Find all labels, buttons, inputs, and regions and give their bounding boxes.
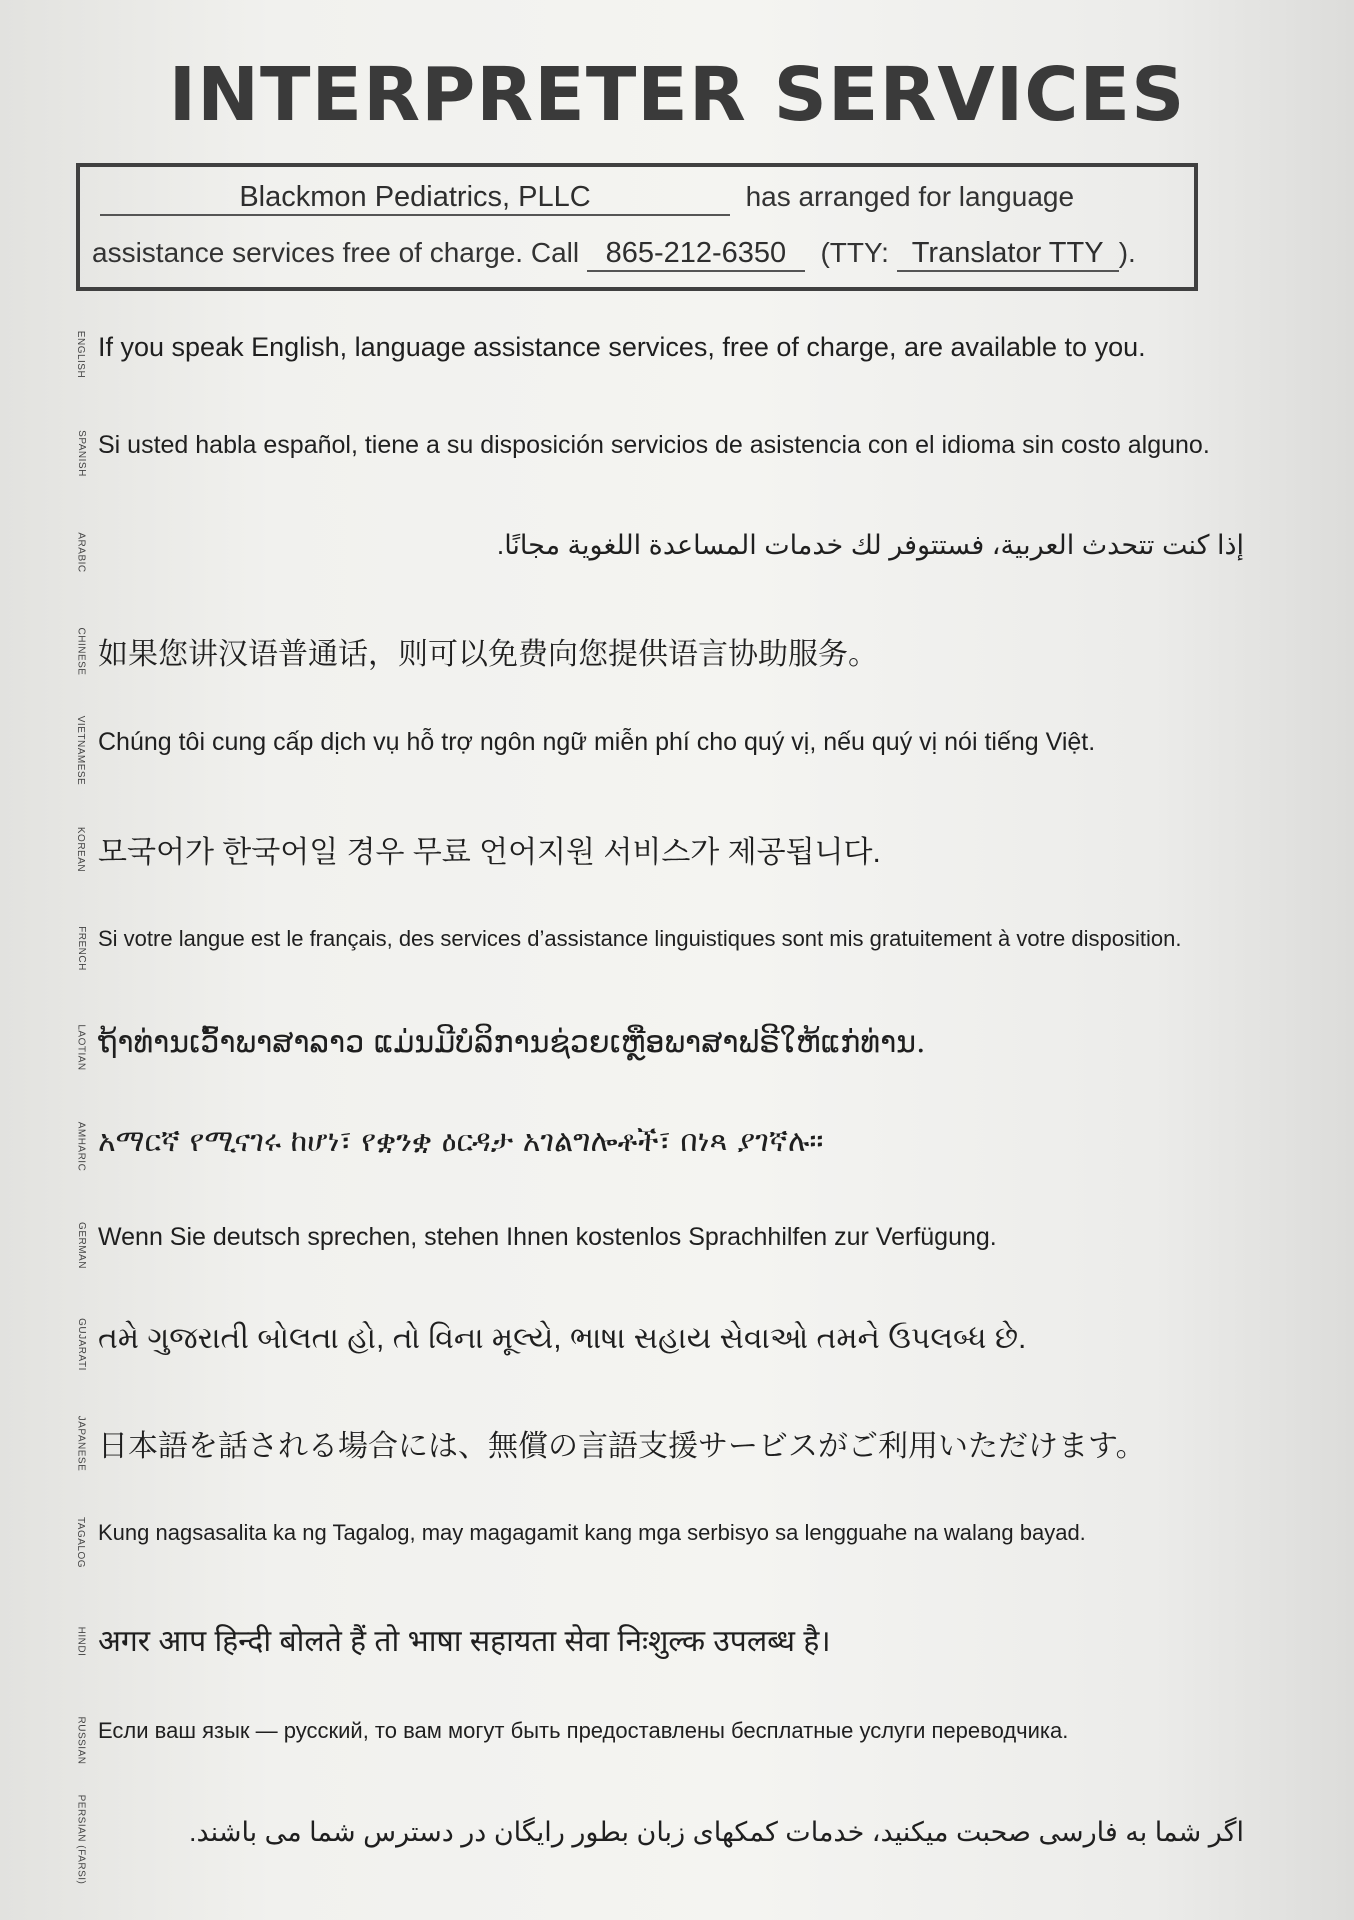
language-statement: Kung nagsasalita ka ng Tagalog, may magagamit kang mga serbisyo sa lengguahe na walang bayad. xyxy=(98,1520,1086,1545)
language-label: CHINESE xyxy=(75,627,87,675)
language-statement: አማርኛ የሚናገሩ ከሆነ፣ የቋንቋ ዕርዳታ አገልግሎቶች፣ በነጻ ያገኛሉ። xyxy=(98,1124,824,1159)
language-statement: ຖ້າທ່ານເວົ້າພາສາລາວ ແມ່ນມີບໍລິການຊ່ວຍເຫຼືອພາສາຟຣີໃຫ້ແກ່ທ່ານ. xyxy=(98,1025,926,1060)
language-statement: If you speak English, language assistance services, free of charge, are available to you. xyxy=(98,332,1146,362)
tty-prefix: (TTY: xyxy=(820,237,889,268)
language-label: LAOTIAN xyxy=(75,1023,87,1071)
language-label: KOREAN xyxy=(75,826,87,872)
language-statement: Si votre langue est le français, des services d’assistance linguistiques sont mis gratuitement à votre disposition. xyxy=(98,926,1182,951)
notice-line-1 xyxy=(100,181,1074,216)
language-label: PERSIAN (FARSI) xyxy=(75,1794,87,1884)
language-statement: તમે ગુજરાતી બોલતા હો, તો વિના મૂલ્યે, ભાષા સહાય સેવાઓ તમને ઉપલબ્ધ છે. xyxy=(98,1322,1027,1355)
language-label: TAGALOG xyxy=(75,1516,87,1568)
language-statement: अगर आप हिन्दी बोलते हैं तो भाषा सहायता सेवा निःशुल्क उपलब्ध है। xyxy=(98,1625,831,1658)
phone-number: 865-212-6350 xyxy=(587,237,805,272)
language-statement: Chúng tôi cung cấp dịch vụ hỗ trợ ngôn ngữ miễn phí cho quý vị, nếu quý vị nói tiếng Việt. xyxy=(98,728,1096,756)
language-statement: 日本語を話される場合には、無償の言語支援サービスがご利用いただけます。 xyxy=(98,1430,1146,1463)
language-label: HINDI xyxy=(75,1626,87,1656)
language-statement: اگر شما به فارسی صحبت میکنید، خدمات کمکهای زبان بطور رایگان در دسترس شما می باشند. xyxy=(189,1817,1244,1847)
language-label: ARABIC xyxy=(75,531,87,573)
page-title: INTERPRETER SERVICES xyxy=(168,52,1186,138)
tty-suffix: ). xyxy=(1118,237,1136,268)
language-label: SPANISH xyxy=(75,429,87,477)
organization-name: Blackmon Pediatrics, PLLC xyxy=(100,181,730,216)
language-label: JAPANESE xyxy=(75,1415,87,1471)
language-label: RUSSIAN xyxy=(75,1716,87,1764)
notice-text-1: has arranged for language xyxy=(745,181,1075,212)
language-label: AMHARIC xyxy=(75,1121,87,1171)
language-label: GUJARATI xyxy=(75,1317,87,1371)
language-statement: Si usted habla español, tiene a su disposición servicios de asistencia con el idioma sin costo alguno. xyxy=(98,431,1210,459)
tty-value: Translator TTY xyxy=(897,237,1119,272)
language-statement: إذا كنت تتحدث العربية، فستتوفر لك خدمات المساعدة اللغوية مجانًا. xyxy=(496,530,1244,560)
language-label: GERMAN xyxy=(75,1221,87,1269)
language-label: VIETNAMESE xyxy=(75,715,87,785)
notice-text-2: assistance services free of charge. Call xyxy=(92,237,580,268)
language-statement: 모국어가 한국어일 경우 무료 언어지원 서비스가 제공됩니다. xyxy=(98,836,881,869)
language-statement: Если ваш язык — русский, то вам могут быть предоставлены бесплатные услуги переводчика. xyxy=(98,1718,1069,1743)
language-label: ENGLISH xyxy=(75,330,87,378)
language-statement: 如果您讲汉语普通话，则可以免费向您提供语言协助服务。 xyxy=(98,638,878,671)
notice-line-2 xyxy=(92,237,1136,272)
language-list xyxy=(0,306,1354,1896)
language-statement: Wenn Sie deutsch sprechen, stehen Ihnen kostenlos Sprachhilfen zur Verfügung. xyxy=(98,1223,997,1251)
language-label: FRENCH xyxy=(75,925,87,971)
notice-box xyxy=(76,163,1198,291)
